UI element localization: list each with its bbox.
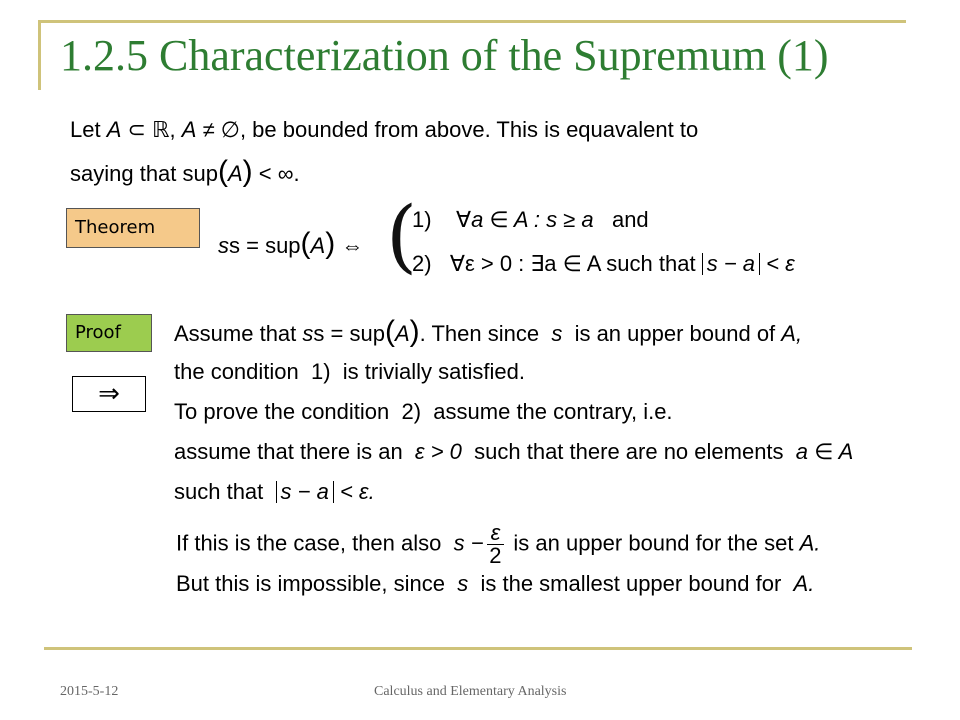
proof-l6-A: A. xyxy=(799,530,821,556)
proof-line-4 xyxy=(174,438,853,466)
proof-l2-num: 1) xyxy=(311,359,331,384)
intro-comma: , xyxy=(169,117,176,142)
intro-line-1 xyxy=(70,116,698,144)
proof-l2a: the condition xyxy=(174,359,299,384)
proof-label: Proof xyxy=(66,314,152,352)
cond2-abs: s − a xyxy=(702,253,760,275)
cond2-number: 2) xyxy=(412,251,432,276)
proof-l7b: is the smallest upper bound for xyxy=(480,571,782,596)
bottom-rule xyxy=(44,647,912,650)
epsilon-half-fraction: $\frac{\varepsilon}{2}$ xyxy=(487,522,505,567)
left-big-paren: ( xyxy=(386,189,418,282)
proof-line-3 xyxy=(174,398,673,426)
proof-l7-s: s xyxy=(457,571,469,596)
proof-l4-math: ε > 0 xyxy=(414,439,462,464)
proof-l4-math2: a ∈ A xyxy=(795,439,854,464)
intro-rest-1: , be bounded from above. This is equavalent to xyxy=(239,117,699,142)
proof-l1-A: A xyxy=(394,321,410,346)
theorem-sup: s = sup xyxy=(229,233,301,258)
cond1-formula: ∀a ∈ A : s ≥ a xyxy=(456,207,594,232)
proof-l7-A: A. xyxy=(793,571,815,596)
proof-l6a: If this is the case, then also xyxy=(176,530,442,556)
left-rule xyxy=(38,20,41,90)
intro-rest-2: < ∞. xyxy=(258,161,300,186)
theorem-condition-1 xyxy=(412,206,649,234)
cond2-formula: ∀ε > 0 : ∃a ∈ A such that xyxy=(449,251,696,276)
proof-line-6 xyxy=(176,522,820,567)
proof-l2b: is trivially satisfied. xyxy=(342,359,525,384)
cond1-and: and xyxy=(611,207,649,232)
proof-l3-num: 2) xyxy=(401,399,422,424)
proof-l6b: is an upper bound for the set xyxy=(513,530,794,556)
proof-l5b: < ε. xyxy=(339,479,375,504)
intro-set-A: A xyxy=(106,117,122,142)
proof-l3a: To prove the condition xyxy=(174,399,390,424)
proof-line-1: Assume that ss = sup(A). Then since s is an upper bound of A, xyxy=(174,315,803,348)
proof-l3b: assume the contrary, i.e. xyxy=(433,399,673,424)
cond1-number: 1) xyxy=(412,207,432,232)
proof-l1-A2: A, xyxy=(781,321,803,346)
theorem-lhs: ss = sup(A) ⇔ xyxy=(218,227,364,260)
intro-let: Let xyxy=(70,117,101,142)
intro-line-2: saying that sup(A) < ∞. xyxy=(70,155,300,188)
theorem-label: Theorem xyxy=(66,208,200,248)
intro-sup-A: A xyxy=(227,161,243,186)
proof-l4a: assume that there is an xyxy=(174,439,403,464)
proof-l6-s: s − xyxy=(453,530,484,556)
proof-l5a: such that xyxy=(174,479,264,504)
proof-l7a: But this is impossible, since xyxy=(176,571,445,596)
proof-line-5 xyxy=(174,478,375,506)
proof-l1a: Assume that xyxy=(174,321,297,346)
footer-course: Calculus and Elementary Analysis xyxy=(374,684,567,699)
proof-line-2 xyxy=(174,358,525,386)
implies-icon: ⇒ xyxy=(72,376,146,412)
reals-symbol: ℝ xyxy=(152,117,170,142)
intro-set-A-2: A xyxy=(181,117,197,142)
intro-sup-text: saying that sup xyxy=(70,161,218,186)
subset-symbol: ⊂ xyxy=(127,117,146,142)
proof-line-7 xyxy=(176,570,814,598)
proof-l4b: such that there are no elements xyxy=(474,439,784,464)
footer-date: 2015-5-12 xyxy=(60,684,119,699)
proof-l1-math: s = sup xyxy=(313,321,385,346)
not-empty-symbol: ≠ ∅ xyxy=(202,117,240,142)
top-rule xyxy=(38,20,906,23)
proof-l5-abs: s − a xyxy=(276,481,334,503)
slide-title: 1.2.5 Characterization of the Supremum (1) xyxy=(60,31,829,80)
theorem-condition-2 xyxy=(412,250,795,278)
proof-l1-s: s xyxy=(551,321,563,346)
cond2-lt-epsilon: < ε xyxy=(766,251,795,276)
iff-symbol: ⇔ xyxy=(341,233,364,258)
proof-l1b: . Then since xyxy=(419,321,540,346)
proof-l1c: is an upper bound of xyxy=(574,321,776,346)
theorem-A: A xyxy=(310,233,326,258)
